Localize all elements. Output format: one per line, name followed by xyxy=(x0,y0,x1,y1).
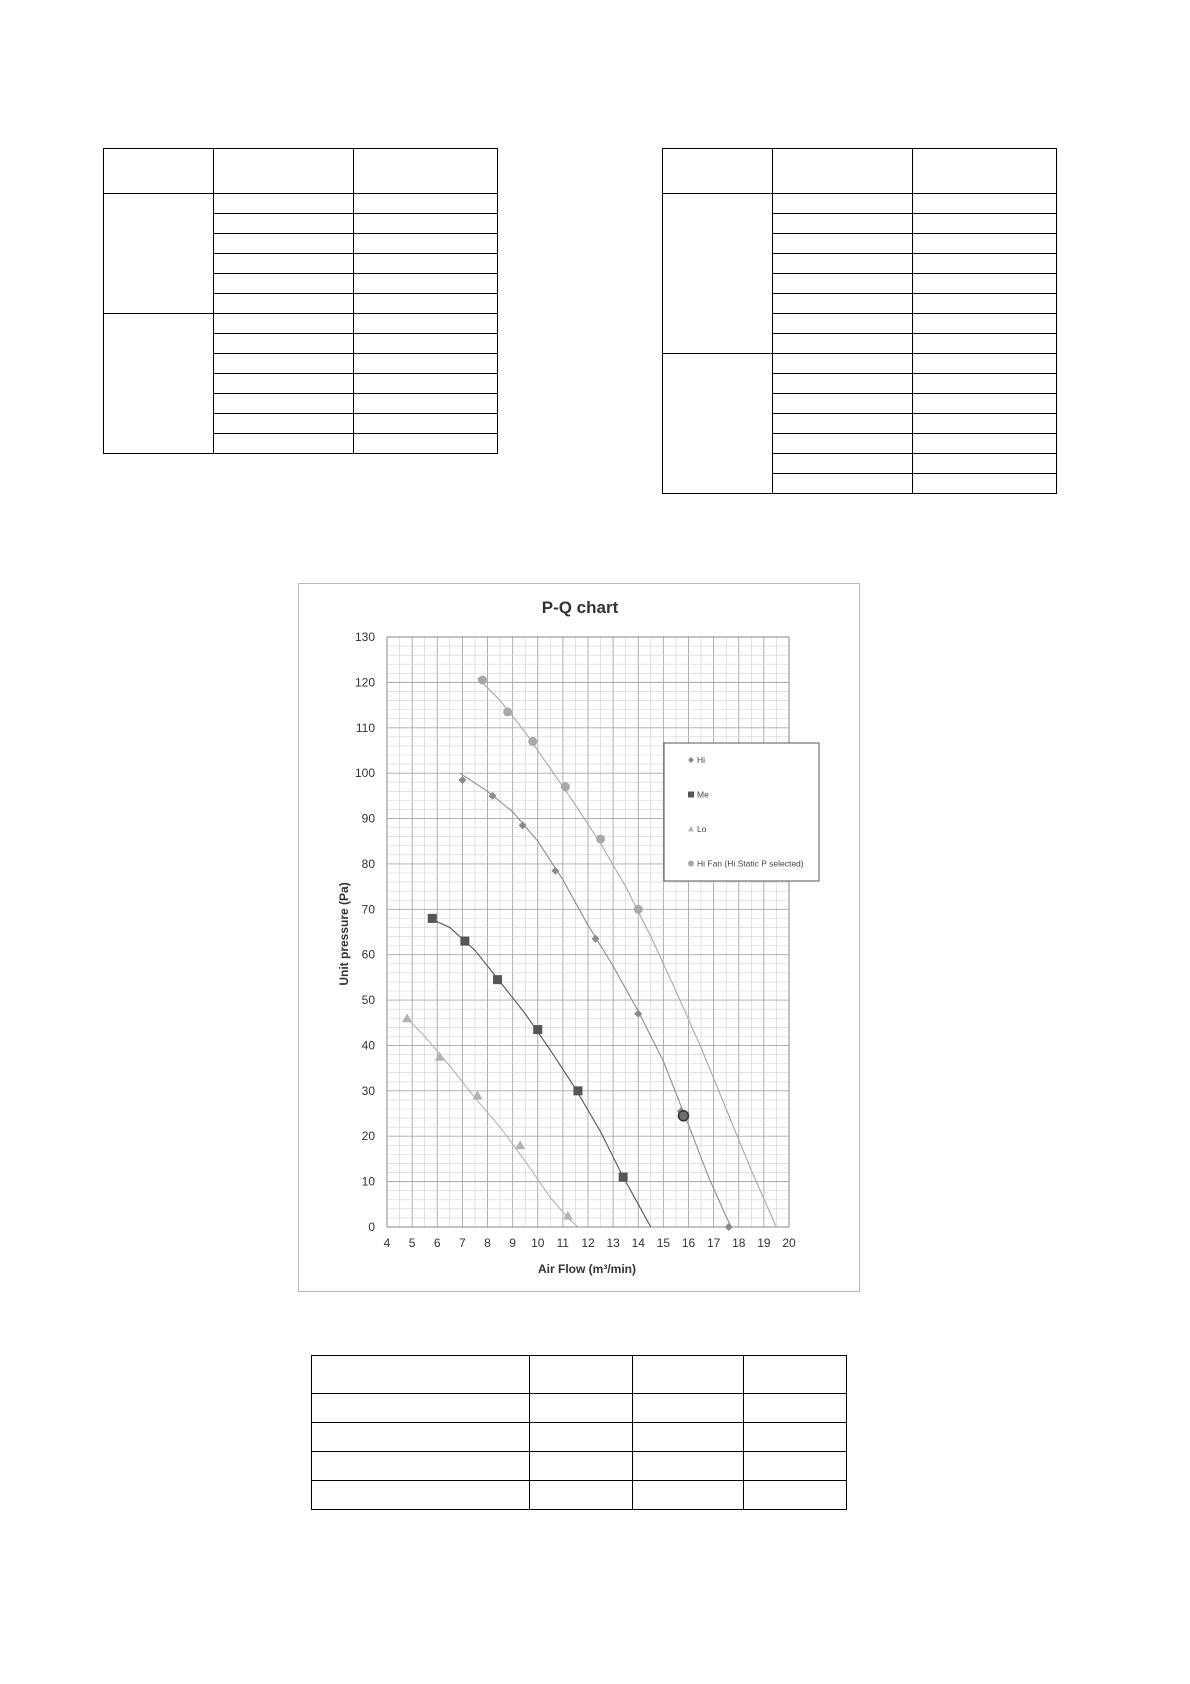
empty-table-top-right xyxy=(662,148,1057,494)
x-tick-label: 15 xyxy=(656,1236,671,1250)
data-point-square xyxy=(573,1086,582,1095)
legend-entry: Hi xyxy=(697,755,706,765)
chart-grid xyxy=(387,637,789,1227)
data-point-circle xyxy=(528,737,537,746)
pq-chart-svg xyxy=(299,584,861,1293)
x-tick-label: 5 xyxy=(408,1236,416,1250)
data-point-triangle xyxy=(563,1211,573,1220)
x-tick-label: 16 xyxy=(681,1236,696,1250)
x-tick-label: 11 xyxy=(556,1236,570,1250)
data-point-square xyxy=(428,914,437,923)
data-point-circle xyxy=(634,905,643,914)
y-tick-label: 10 xyxy=(361,1174,375,1189)
pq-chart xyxy=(298,583,860,1292)
y-tick-label: 40 xyxy=(361,1038,375,1053)
x-tick-label: 12 xyxy=(581,1236,595,1250)
x-tick-label: 9 xyxy=(509,1236,516,1250)
x-tick-label: 14 xyxy=(631,1236,645,1250)
legend-entry: Me xyxy=(697,789,709,800)
highlight-point xyxy=(678,1111,688,1121)
data-point-circle xyxy=(503,707,512,716)
legend-marker-square xyxy=(688,792,694,798)
data-point-diamond xyxy=(551,867,559,875)
data-point-circle xyxy=(596,834,605,843)
series-line-triangle xyxy=(407,1018,578,1227)
x-axis-label: Air Flow (m³/min) xyxy=(538,1262,636,1276)
data-point-square xyxy=(460,937,469,946)
x-tick-label: 6 xyxy=(433,1236,441,1250)
empty-table-top-left xyxy=(103,148,498,454)
y-axis-label: Unit pressure (Pa) xyxy=(337,882,351,986)
data-point-circle xyxy=(478,676,487,685)
data-point-square xyxy=(493,975,502,984)
x-tick-label: 20 xyxy=(782,1236,796,1250)
data-point-square xyxy=(533,1025,542,1034)
x-tick-label: 8 xyxy=(484,1236,491,1250)
x-tick-label: 19 xyxy=(757,1236,771,1250)
data-point-square xyxy=(619,1173,628,1182)
y-tick-label: 30 xyxy=(361,1083,375,1098)
legend-entry: Hi Fan (Hi Static P selected) xyxy=(697,858,804,869)
legend-marker-circle xyxy=(688,861,694,867)
y-tick-label: 20 xyxy=(361,1129,375,1144)
x-tick-label: 17 xyxy=(706,1236,721,1250)
x-tick-label: 7 xyxy=(459,1236,466,1250)
empty-table-bottom xyxy=(311,1355,847,1510)
y-tick-label: 60 xyxy=(361,947,375,962)
data-point-triangle xyxy=(435,1052,445,1061)
chart-title: P-Q chart xyxy=(541,598,619,617)
y-tick-label: 120 xyxy=(354,675,375,690)
x-tick-label: 10 xyxy=(531,1236,545,1250)
data-point-triangle xyxy=(472,1090,482,1099)
data-point-triangle xyxy=(402,1013,412,1022)
y-tick-label: 90 xyxy=(361,811,375,826)
y-tick-label: 0 xyxy=(368,1220,375,1234)
y-tick-label: 80 xyxy=(361,856,375,871)
x-tick-label: 4 xyxy=(383,1236,391,1250)
x-tick-label: 18 xyxy=(732,1236,746,1250)
x-tick-label: 13 xyxy=(606,1236,620,1250)
data-point-triangle xyxy=(515,1140,525,1149)
y-tick-label: 70 xyxy=(361,902,375,917)
data-point-circle xyxy=(561,782,570,791)
chart-legend xyxy=(664,743,819,881)
legend-entry: Lo xyxy=(697,824,707,834)
y-tick-label: 100 xyxy=(354,766,375,781)
y-tick-label: 130 xyxy=(354,630,375,644)
y-tick-label: 50 xyxy=(361,993,375,1008)
y-tick-label: 110 xyxy=(355,720,375,735)
